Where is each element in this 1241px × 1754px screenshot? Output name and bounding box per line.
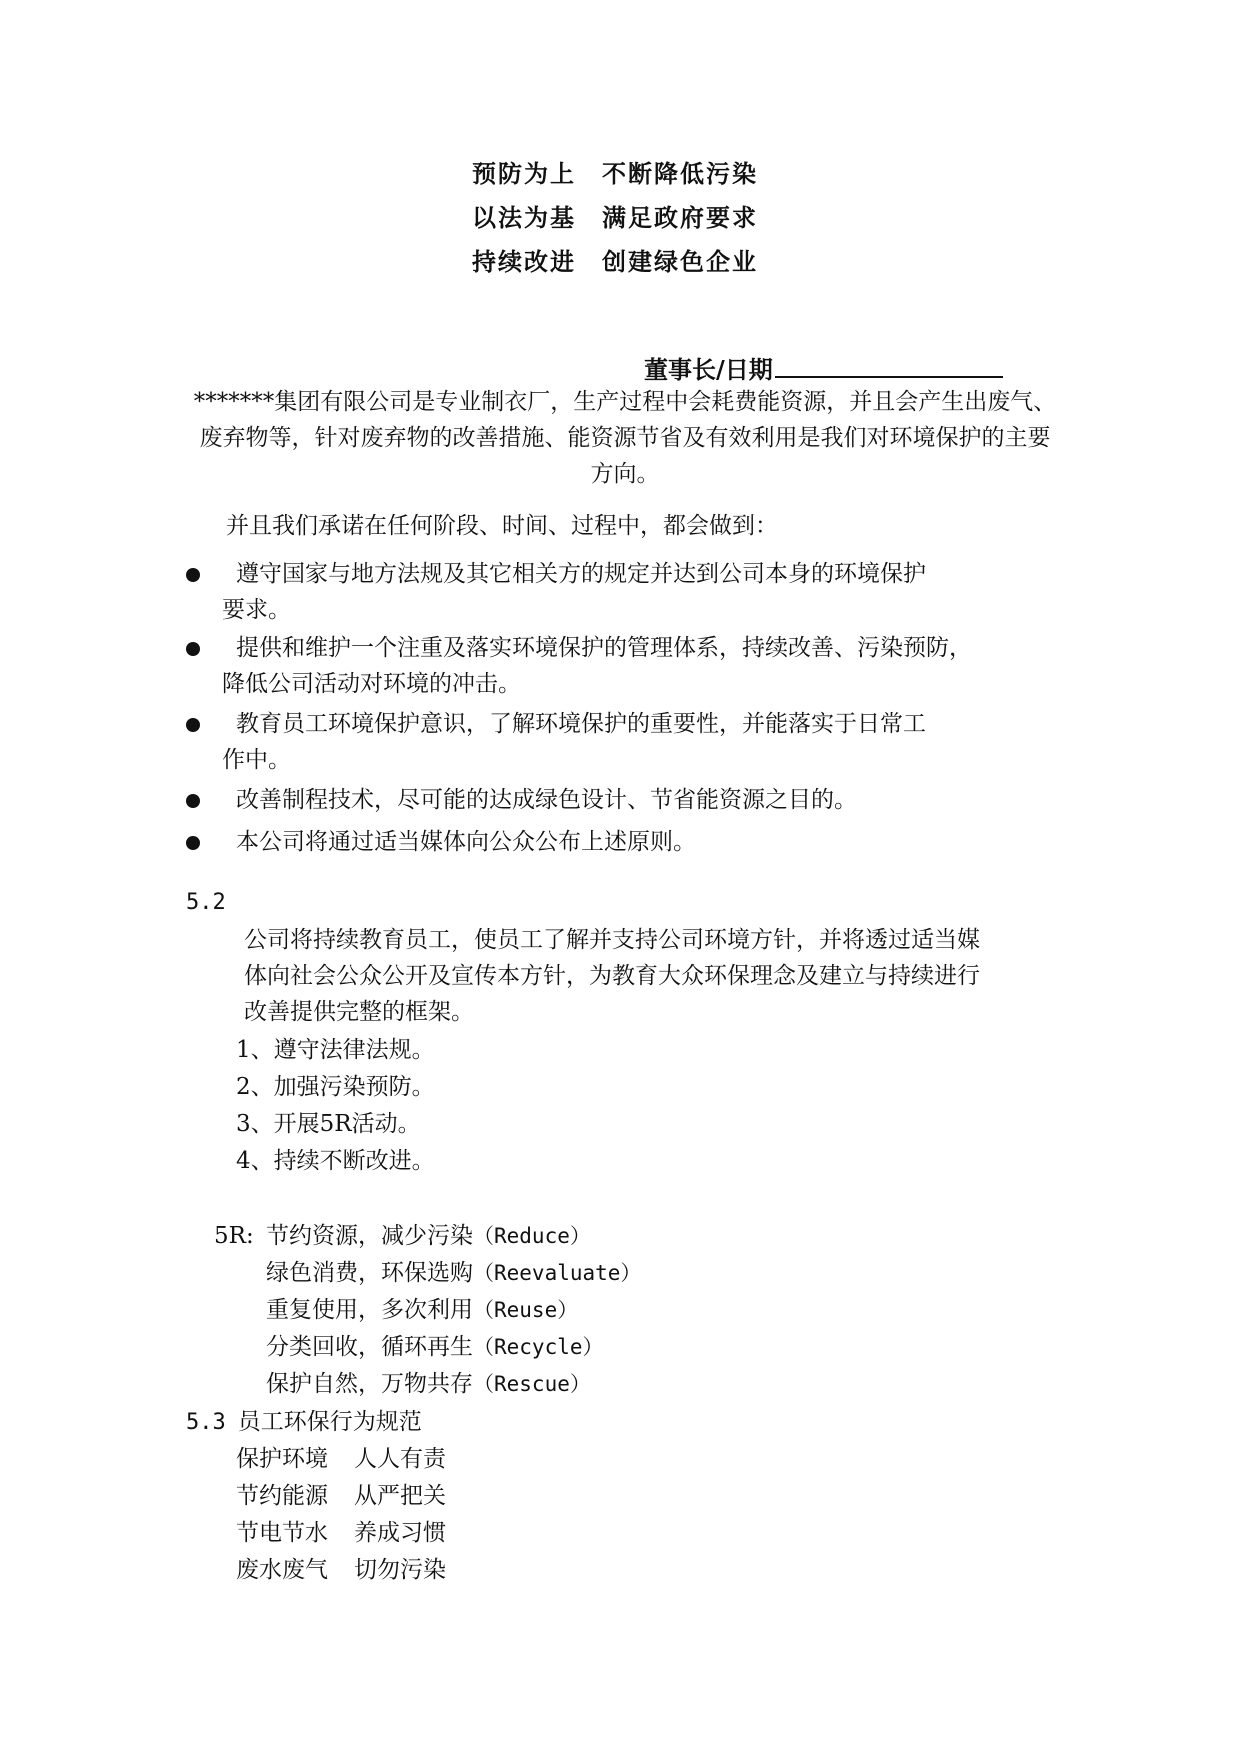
rule-line bbox=[236, 1515, 446, 1551]
bullet-icon bbox=[186, 642, 200, 656]
slogan-line-2 bbox=[472, 198, 758, 233]
slogan-part-b: 不断降低污染 bbox=[602, 159, 758, 188]
rule-line bbox=[236, 1441, 446, 1477]
section-title: 员工环保行为规范 bbox=[237, 1409, 422, 1435]
intro-paragraph: *******集团有限公司是专业制衣厂，生产过程中会耗费能资源，并且会产生出废气、废弃物等，针对废弃物的改善措施、能资源节省及有效利用是我们对环境保护的主要方向。 bbox=[193, 389, 1057, 487]
section-number: 5.3 bbox=[186, 1410, 226, 1435]
signature-line bbox=[775, 354, 1003, 378]
slogan-line-3 bbox=[472, 242, 758, 277]
bullet-item bbox=[186, 630, 1036, 702]
five-r-item bbox=[266, 1218, 591, 1254]
slogan-line-1 bbox=[472, 154, 758, 189]
bullet-line-1: 提供和维护一个注重及落实环境保护的管理体系，持续改善、污染预防， bbox=[236, 635, 972, 661]
list-item: 2、加强污染预防。 bbox=[236, 1074, 435, 1100]
bullet-icon bbox=[186, 836, 200, 850]
signature-block bbox=[644, 350, 1003, 385]
list-item: 1、遵守法律法规。 bbox=[236, 1037, 435, 1063]
rule-part-b: 切勿污染 bbox=[354, 1557, 446, 1583]
bullet-icon bbox=[186, 568, 200, 582]
paragraph-line: 公司将持续教育员工，使员工了解并支持公司环境方针，并将透过适当媒 bbox=[244, 927, 980, 953]
five-r-label: 5R: bbox=[214, 1223, 254, 1249]
five-r-cn: 绿色消费，环保选购 bbox=[266, 1260, 473, 1286]
rule-line bbox=[236, 1478, 446, 1514]
section-5-3-heading bbox=[186, 1404, 422, 1441]
rule-part-b: 从严把关 bbox=[354, 1483, 446, 1509]
bullet-line-1: 本公司将通过适当媒体向公众公布上述原则。 bbox=[236, 829, 696, 855]
five-r-en: （Rescue） bbox=[473, 1372, 591, 1396]
bullet-line-1: 遵守国家与地方法规及其它相关方的规定并达到公司本身的环境保护 bbox=[236, 561, 926, 587]
five-r-en: （Reuse） bbox=[473, 1298, 579, 1322]
paragraph-line: 体向社会公众公开及宣传本方针，为教育大众环保理念及建立与持续进行 bbox=[244, 963, 980, 989]
list-item: 4、持续不断改进。 bbox=[236, 1148, 435, 1174]
signature-label: 董事长/日期 bbox=[644, 355, 773, 384]
bullet-item bbox=[186, 706, 1036, 778]
rule-part-a: 节约能源 bbox=[236, 1483, 328, 1509]
bullet-line-1: 改善制程技术，尽可能的达成绿色设计、节省能资源之目的。 bbox=[236, 787, 857, 813]
slogan-part-b: 满足政府要求 bbox=[602, 203, 758, 232]
five-r-cn: 保护自然，万物共存 bbox=[266, 1371, 473, 1397]
rule-part-a: 节电节水 bbox=[236, 1520, 328, 1546]
rule-part-b: 养成习惯 bbox=[354, 1520, 446, 1546]
rule-part-a: 废水废气 bbox=[236, 1557, 328, 1583]
five-r-cn: 分类回收，循环再生 bbox=[266, 1334, 473, 1360]
rule-line bbox=[236, 1552, 446, 1588]
paragraph-line: 改善提供完整的框架。 bbox=[244, 999, 474, 1025]
rule-part-b: 人人有责 bbox=[354, 1446, 446, 1472]
bullet-icon bbox=[186, 718, 200, 732]
five-r-en: （Recycle） bbox=[473, 1335, 604, 1359]
five-r-item bbox=[266, 1255, 641, 1291]
five-r-en: （Reduce） bbox=[473, 1224, 591, 1248]
bullet-line-2: 要求。 bbox=[222, 597, 291, 623]
bullet-line-2: 降低公司活动对环境的冲击。 bbox=[222, 671, 521, 697]
bullet-item bbox=[186, 824, 1036, 860]
section-number: 5.2 bbox=[186, 890, 226, 915]
five-r-en: （Reevaluate） bbox=[473, 1261, 642, 1285]
five-r-item bbox=[266, 1366, 591, 1402]
bullet-line-2: 作中。 bbox=[222, 747, 291, 773]
slogan-part-a: 持续改进 bbox=[472, 247, 576, 276]
bullet-icon bbox=[186, 794, 200, 808]
rule-part-a: 保护环境 bbox=[236, 1446, 328, 1472]
slogan-part-b: 创建绿色企业 bbox=[602, 247, 758, 276]
list-item: 3、开展5R活动。 bbox=[236, 1111, 421, 1137]
bullet-item bbox=[186, 556, 1036, 628]
slogan-part-a: 以法为基 bbox=[472, 203, 576, 232]
five-r-cn: 节约资源，减少污染 bbox=[266, 1223, 473, 1249]
bullet-item bbox=[186, 782, 1036, 818]
five-r-item bbox=[266, 1329, 604, 1365]
bullet-line-1: 教育员工环境保护意识，了解环境保护的重要性，并能落实于日常工 bbox=[236, 711, 926, 737]
five-r-item bbox=[266, 1292, 578, 1328]
five-r-cn: 重复使用，多次利用 bbox=[266, 1297, 473, 1323]
commitment-line: 并且我们承诺在任何阶段、时间、过程中，都会做到： bbox=[226, 513, 778, 539]
slogan-part-a: 预防为上 bbox=[472, 159, 576, 188]
section-5-2-paragraph bbox=[244, 922, 1064, 1030]
